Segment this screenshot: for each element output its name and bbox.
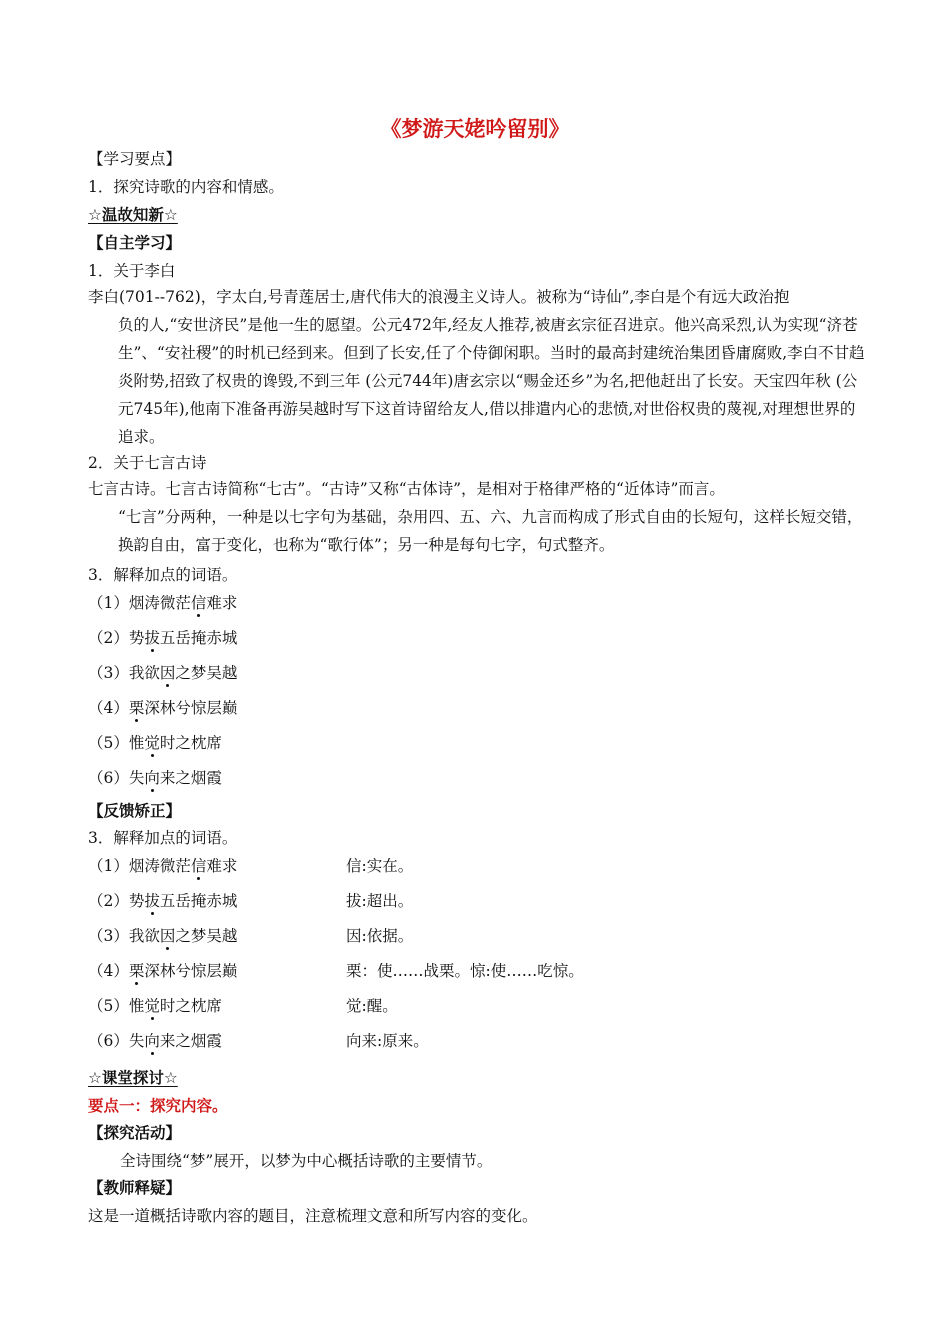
word-text-post: 深林兮惊层巅 <box>144 699 238 717</box>
word-answer: 信:实在。 <box>346 857 414 875</box>
word-dotted-char: 觉 <box>144 734 160 752</box>
word-text-pre: 失 <box>128 769 145 787</box>
about-libai-rest: 负的人,“安世济民”是他一生的愿望。公元472年,经友人推荐,被唐玄宗征召进京。他兴高采烈,认为实现“济苍生”、“安社稷”的时机已经到来。但到了长安,任了个侍御闲职。当时的最高封建统治集团昏庸腐败,李白不甘趋炎附势,招致了权贵的谗毁,不到三年 (公元744年)唐玄宗以“赐金还乡”为名,把他赶出了长安。天宝四年秋 (公元745年),他南下准备再游吴越时写下这首诗留给友人,借以排遣内心的悲愤,对世俗权贵的蔑视,对理想世界的追求。 <box>118 316 865 446</box>
word-text-pre: 惟 <box>128 734 145 752</box>
teacher-text: 这是一道概括诗歌内容的题目，注意梳理文意和所写内容的变化。 <box>88 1207 538 1225</box>
document-title: 《梦游天姥吟留别》 <box>380 117 570 141</box>
word-dotted-char: 栗 <box>128 962 145 980</box>
word-text-post: 之梦吴越 <box>175 664 238 682</box>
word-answer: 觉:醒。 <box>346 997 398 1015</box>
word-dotted-char: 向 <box>144 1032 160 1050</box>
about-qiyan-paragraph <box>88 475 868 559</box>
key-point-1: 要点一：探究内容。 <box>88 1097 228 1115</box>
word-answer: 拔:超出。 <box>346 892 414 910</box>
word-text-pre: 我欲 <box>128 927 160 945</box>
study-points-heading: 【学习要点】 <box>88 150 182 168</box>
word-text-pre: 势 <box>128 629 145 647</box>
word-num: （6） <box>88 1032 129 1050</box>
word-num: （4） <box>88 699 129 717</box>
word-item <box>88 766 222 788</box>
word-num: （5） <box>88 997 129 1015</box>
word-num: （1） <box>88 594 129 612</box>
word-dotted-char: 栗 <box>128 699 145 717</box>
word-text-post: 来之烟霞 <box>159 1032 222 1050</box>
word-num: （6） <box>88 769 129 787</box>
word-num: （3） <box>88 927 129 945</box>
word-text-pre: 烟涛微茫 <box>128 594 191 612</box>
word-text-pre: 我欲 <box>128 664 160 682</box>
self-study-heading: 【自主学习】 <box>88 234 182 252</box>
word-dotted-char: 因 <box>159 927 176 945</box>
word-text-pre: 惟 <box>128 997 145 1015</box>
word-item <box>88 661 237 683</box>
word-dotted-char: 拔 <box>144 629 160 647</box>
about-libai-line-1: 李白(701--762)，字太白,号青莲居士,唐代伟大的浪漫主义诗人。被称为“诗仙”,李白是个有远大政治抱 <box>88 288 790 306</box>
word-text-post: 来之烟霞 <box>159 769 222 787</box>
explain-heading-2: 3．解释加点的词语。 <box>88 829 238 847</box>
word-item <box>88 924 237 946</box>
word-text-post: 难求 <box>206 857 238 875</box>
about-libai-paragraph <box>88 283 868 451</box>
classroom-heading: ☆课堂探讨☆ <box>88 1069 178 1087</box>
word-item <box>88 626 237 648</box>
word-answer: 因:依据。 <box>346 927 414 945</box>
word-num: （1） <box>88 857 129 875</box>
word-text-post: 难求 <box>206 594 238 612</box>
word-text-pre: 失 <box>128 1032 145 1050</box>
teacher-heading: 【教师释疑】 <box>88 1179 182 1197</box>
word-num: （2） <box>88 892 129 910</box>
word-dotted-char: 向 <box>144 769 160 787</box>
word-text-post: 五岳掩赤城 <box>159 892 238 910</box>
word-text-post: 时之枕席 <box>159 734 222 752</box>
word-dotted-char: 拔 <box>144 892 160 910</box>
word-num: （3） <box>88 664 129 682</box>
word-item <box>88 731 222 753</box>
about-qiyan-heading: 2．关于七言古诗 <box>88 454 207 472</box>
word-item <box>88 959 237 981</box>
word-num: （2） <box>88 629 129 647</box>
about-libai-heading: 1．关于李白 <box>88 262 176 280</box>
word-num: （4） <box>88 962 129 980</box>
word-dotted-char: 信 <box>190 594 207 612</box>
word-dotted-char: 信 <box>190 857 207 875</box>
word-text-post: 五岳掩赤城 <box>159 629 238 647</box>
word-text-pre: 烟涛微茫 <box>128 857 191 875</box>
word-answer: 向来:原来。 <box>346 1032 429 1050</box>
review-heading: ☆温故知新☆ <box>88 206 178 224</box>
word-text-post: 深林兮惊层巅 <box>144 962 238 980</box>
activity-heading: 【探究活动】 <box>88 1124 182 1142</box>
word-dotted-char: 因 <box>159 664 176 682</box>
feedback-heading: 【反馈矫正】 <box>88 802 182 820</box>
explain-heading: 3．解释加点的词语。 <box>88 566 238 584</box>
word-text-post: 之梦吴越 <box>175 927 238 945</box>
activity-text: 全诗围绕“梦”展开，以梦为中心概括诗歌的主要情节。 <box>120 1152 493 1170</box>
word-text-post: 时之枕席 <box>159 997 222 1015</box>
word-item <box>88 696 237 718</box>
word-item <box>88 591 237 613</box>
word-text-pre: 势 <box>128 892 145 910</box>
word-num: （5） <box>88 734 129 752</box>
word-answer: 栗：使……战栗。惊:使……吃惊。 <box>346 962 584 980</box>
about-qiyan-rest: “七言”分两种，一种是以七字句为基础，杂用四、五、六、九言而构成了形式自由的长短句，这样长短交错，换韵自由，富于变化，也称为“歌行体”；另一种是每句七字，句式整齐。 <box>118 508 863 554</box>
word-dotted-char: 觉 <box>144 997 160 1015</box>
word-item <box>88 889 237 911</box>
word-item <box>88 854 237 876</box>
study-point-1: 1．探究诗歌的内容和情感。 <box>88 178 284 196</box>
about-qiyan-line-1: 七言古诗。七言古诗简称“七古”。“古诗”又称“古体诗”，是相对于格律严格的“近体诗”而言。 <box>88 480 725 498</box>
word-item <box>88 1029 222 1051</box>
word-item <box>88 994 222 1016</box>
